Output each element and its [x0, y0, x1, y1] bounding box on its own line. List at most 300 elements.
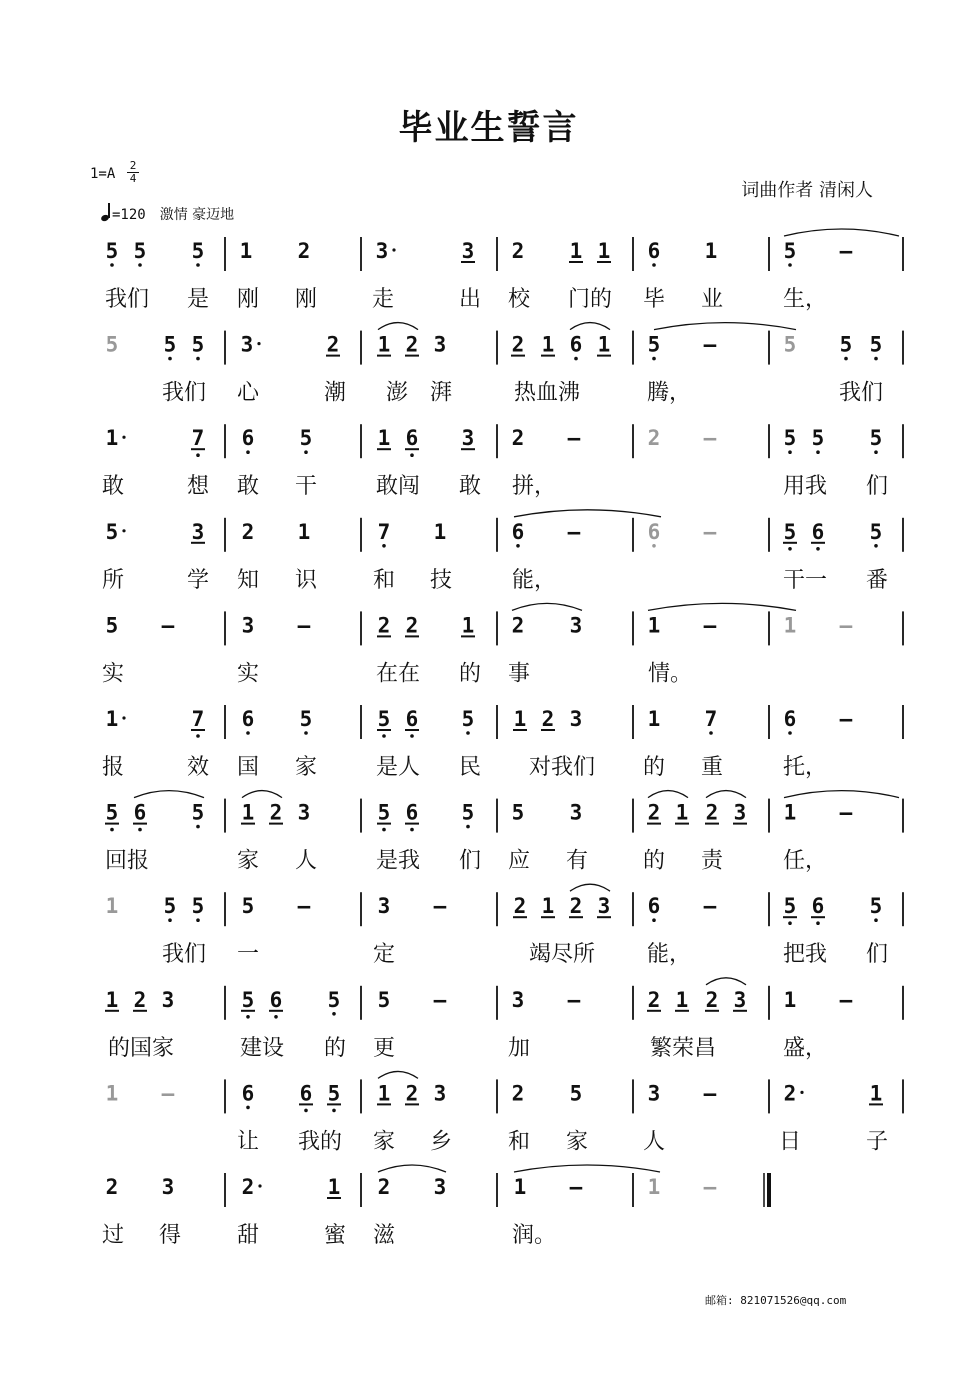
lyric: 腾， [646, 380, 692, 406]
low-octave-dot [788, 547, 792, 551]
lyric: 家 [294, 755, 318, 780]
tie-slur [648, 603, 796, 610]
note: 6 [647, 239, 661, 263]
lyric: 敢 [458, 474, 482, 500]
lyric: 我们 [104, 287, 150, 312]
note: 1 [513, 707, 527, 731]
note: 5 [241, 987, 255, 1012]
lyric: 责 [700, 848, 724, 874]
low-octave-dot [874, 357, 878, 361]
augmentation-dot [800, 1091, 803, 1094]
note: – [567, 519, 581, 544]
lyric: 报 [101, 755, 125, 780]
note: 3 [375, 239, 389, 263]
lyric: 家 [236, 848, 260, 874]
low-octave-dot [138, 263, 142, 267]
note: 5 [105, 613, 119, 638]
note: 3 [240, 332, 254, 357]
note: – [703, 519, 717, 544]
note: – [433, 894, 447, 919]
augmentation-dot [122, 436, 125, 439]
tie-slur [514, 1165, 660, 1172]
note: – [297, 894, 311, 919]
note: – [433, 987, 447, 1012]
note: 5 [869, 426, 883, 451]
lyric: 潮 [323, 380, 347, 406]
lyric: 日 [778, 1129, 802, 1155]
lyric: 实 [101, 661, 125, 687]
low-octave-dot [652, 263, 656, 267]
note: 2 [133, 987, 147, 1012]
lyric: 心 [236, 380, 260, 406]
note: 3 [161, 1175, 175, 1199]
low-octave-dot [304, 450, 308, 454]
low-octave-dot [274, 1015, 278, 1019]
note: 3 [569, 613, 583, 638]
note: 5 [241, 894, 255, 919]
augmentation-dot [392, 248, 395, 251]
tie-slur [134, 791, 204, 798]
lyric: 和 [372, 567, 396, 593]
low-octave-dot [788, 263, 792, 267]
lyric: 能， [511, 567, 557, 593]
lyric: 过 [101, 1223, 125, 1248]
lyric: 让 [236, 1129, 260, 1155]
note: 1 [541, 894, 555, 919]
note: 3 [433, 1175, 447, 1199]
low-octave-dot [110, 263, 114, 267]
tie-slur [242, 791, 282, 798]
lyric: 一 [236, 942, 260, 968]
note: 1 [105, 1081, 119, 1106]
low-octave-dot [196, 357, 200, 361]
tie-slur [706, 978, 746, 985]
note: 1 [377, 1081, 391, 1106]
lyric: 敢 [236, 474, 260, 500]
low-octave-dot [874, 544, 878, 548]
note: 5 [191, 894, 205, 919]
note: 2 [569, 894, 583, 919]
note: 2 [269, 800, 283, 825]
low-octave-dot [816, 921, 820, 925]
lyric: 任， [782, 848, 828, 874]
tie-slur [784, 229, 899, 236]
lyric: 是人 [375, 755, 421, 780]
note: 1 [433, 519, 447, 544]
note: – [569, 1175, 583, 1199]
low-octave-dot [196, 734, 200, 738]
note: 2 [705, 987, 719, 1012]
low-octave-dot [382, 734, 386, 738]
note: 2 [405, 1081, 419, 1106]
note: – [839, 613, 853, 638]
note: 1 [783, 800, 797, 825]
low-octave-dot [138, 828, 142, 832]
low-octave-dot [410, 734, 414, 738]
lyric: 乡 [429, 1129, 453, 1155]
note: 3 [461, 426, 475, 451]
note: 2 [705, 800, 719, 825]
lyric: 出 [458, 287, 482, 312]
low-octave-dot [246, 450, 250, 454]
note: 5 [327, 987, 341, 1012]
low-octave-dot [788, 921, 792, 925]
note: 2 [511, 426, 525, 451]
lyric: 的国家 [107, 1035, 175, 1061]
note: 7 [191, 426, 205, 451]
note: 5 [647, 332, 661, 357]
note: 2 [647, 426, 661, 451]
note: 1 [704, 239, 718, 263]
lyric: 用我 [782, 474, 828, 500]
note: 1 [105, 426, 119, 451]
lyric: 毕 [642, 287, 666, 312]
note: 5 [461, 800, 475, 825]
note: 5 [299, 707, 313, 731]
note: 5 [783, 239, 797, 263]
note: 2 [241, 519, 255, 544]
low-octave-dot [652, 544, 656, 548]
note: 2 [297, 239, 311, 263]
lyric: 蜜 [323, 1223, 347, 1248]
tie-slur [512, 603, 582, 610]
note: 5 [783, 332, 797, 357]
note: 2 [541, 707, 555, 731]
lyric: 所 [101, 567, 125, 593]
note: 5 [133, 239, 147, 263]
note: 2 [105, 1175, 119, 1199]
note: 5 [163, 332, 177, 357]
note: 6 [241, 426, 255, 451]
note: – [703, 1081, 717, 1106]
note: 5 [105, 519, 119, 544]
note: 1 [783, 613, 797, 638]
note: 5 [811, 426, 825, 451]
tie-slur [378, 1071, 418, 1078]
note: 5 [783, 894, 797, 919]
lyric: 盛， [782, 1035, 828, 1061]
note: 3 [569, 707, 583, 731]
lyric: 番 [865, 567, 889, 593]
lyric: 应 [507, 848, 531, 874]
lyric: 我们 [161, 380, 207, 406]
tie-slur [648, 791, 688, 798]
tie-slur [570, 884, 610, 891]
note: 2 [377, 613, 391, 638]
lyric: 托， [782, 755, 828, 780]
note: 5 [327, 1081, 341, 1106]
note: – [567, 987, 581, 1012]
lyric: 我们 [161, 942, 207, 968]
low-octave-dot [516, 544, 520, 548]
note: 1 [783, 987, 797, 1012]
lyric: 知 [236, 567, 260, 593]
lyric: 子 [865, 1129, 889, 1155]
lyric: 实 [236, 661, 260, 687]
note: 6 [269, 987, 283, 1012]
note: 5 [105, 800, 119, 825]
note: 2 [241, 1175, 255, 1199]
note: 6 [569, 332, 583, 357]
note: 5 [105, 332, 119, 357]
note: 1 [541, 332, 555, 357]
augmentation-dot [122, 716, 125, 719]
low-octave-dot [874, 450, 878, 454]
low-octave-dot [382, 544, 386, 548]
lyric: 繁荣昌 [649, 1035, 717, 1061]
lyric: 是我 [375, 848, 421, 874]
lyric: 刚 [294, 287, 318, 312]
lyric: 定 [372, 942, 396, 968]
lyric: 敢 [101, 474, 125, 500]
tie-slur [378, 1165, 446, 1172]
lyric: 拼， [511, 474, 557, 500]
low-octave-dot [652, 357, 656, 361]
low-octave-dot [246, 1106, 250, 1110]
note: 1 [461, 613, 475, 638]
note: 2 [326, 332, 340, 357]
note: 5 [869, 894, 883, 919]
tie-slur [706, 791, 746, 798]
note: 7 [377, 519, 391, 544]
lyric: 想 [186, 474, 210, 500]
note: 2 [511, 332, 525, 357]
note: 5 [839, 332, 853, 357]
note: 1 [647, 707, 661, 731]
note: 6 [241, 1081, 255, 1106]
lyric: 事 [507, 661, 531, 687]
note: 2 [405, 613, 419, 638]
note: 6 [133, 800, 147, 825]
tie-slur [784, 791, 899, 798]
note: 6 [511, 519, 525, 544]
lyric: 敢闯 [375, 474, 421, 500]
lyric: 和 [507, 1129, 531, 1155]
note: – [703, 894, 717, 919]
note: 1 [675, 987, 689, 1012]
contact-email: 邮箱: 821071526@qq.com [705, 1294, 847, 1307]
note: 1 [377, 426, 391, 451]
note: 3 [461, 239, 475, 263]
composer-credit: 词曲作者 清闲人 [741, 180, 873, 201]
low-octave-dot [168, 918, 172, 922]
lyric: 得 [158, 1223, 182, 1248]
note: 6 [241, 707, 255, 731]
note: 5 [569, 1081, 583, 1106]
note: 5 [163, 894, 177, 919]
lyric: 滋 [372, 1223, 396, 1248]
low-octave-dot [110, 828, 114, 832]
note: 3 [433, 1081, 447, 1106]
note: 5 [377, 707, 391, 731]
low-octave-dot [709, 731, 713, 735]
low-octave-dot [196, 918, 200, 922]
lyric: 有 [565, 848, 589, 874]
note: 2 [511, 613, 525, 638]
lyric: 识 [294, 567, 318, 593]
note: 3 [733, 800, 747, 825]
note: 1 [597, 239, 611, 263]
note: 3 [297, 800, 311, 825]
low-octave-dot [816, 547, 820, 551]
note: 6 [647, 894, 661, 919]
note: – [297, 613, 311, 638]
augmentation-dot [258, 1184, 261, 1187]
note: 1 [105, 987, 119, 1012]
lyric: 家 [565, 1129, 589, 1155]
key-signature: 1=A [90, 166, 116, 182]
note: 6 [647, 519, 661, 544]
lyric: 把我 [782, 942, 828, 968]
note: 5 [105, 239, 119, 263]
note: 3 [733, 987, 747, 1012]
note: 7 [704, 707, 718, 731]
lyric: 国 [236, 755, 260, 780]
lyric: 人 [642, 1129, 666, 1155]
note: 1 [105, 894, 119, 919]
tie-slur [378, 323, 418, 330]
lyric: 竭尽所 [528, 942, 596, 968]
low-octave-dot [410, 828, 414, 832]
lyric: 澎 [385, 380, 409, 406]
low-octave-dot [196, 263, 200, 267]
lyric: 干一 [782, 567, 828, 593]
note: 1 [239, 239, 253, 263]
note: 5 [783, 426, 797, 451]
low-octave-dot [332, 1012, 336, 1016]
note: 1 [241, 800, 255, 825]
note: – [839, 707, 853, 731]
expression-text: 激情 豪迈地 [159, 207, 235, 223]
low-octave-dot [196, 453, 200, 457]
lyric: 湃 [429, 380, 453, 406]
note: 1 [569, 239, 583, 263]
lyric: 是 [186, 287, 210, 312]
note: 3 [241, 613, 255, 638]
lyric: 人 [294, 848, 318, 874]
note: 5 [511, 800, 525, 825]
low-octave-dot [196, 825, 200, 829]
lyric: 门的 [567, 287, 613, 312]
lyric: 在在 [375, 661, 421, 687]
note: 2 [513, 894, 527, 919]
lyric: 干 [294, 474, 318, 500]
low-octave-dot [382, 828, 386, 832]
note: – [567, 426, 581, 451]
note: 6 [405, 707, 419, 731]
lyric: 润。 [511, 1223, 557, 1248]
low-octave-dot [874, 918, 878, 922]
lyric: 甜 [236, 1223, 260, 1248]
lyric: 技 [429, 567, 453, 593]
note: 3 [161, 987, 175, 1012]
lyric: 刚 [236, 287, 260, 312]
note: 1 [377, 332, 391, 357]
lyric: 学 [186, 567, 210, 593]
augmentation-dot [257, 342, 260, 345]
lyric: 的 [458, 661, 482, 687]
note: 1 [297, 519, 311, 544]
tempo-value: =120 [112, 207, 146, 223]
low-octave-dot [466, 825, 470, 829]
note: 3 [647, 1081, 661, 1106]
tie-slur [654, 323, 796, 330]
lyric: 回报 [104, 848, 150, 874]
time-numerator: 2 [129, 159, 137, 172]
note: 5 [377, 987, 391, 1012]
note: 7 [191, 707, 205, 731]
lyric: 的 [642, 755, 666, 780]
note: 3 [191, 519, 205, 544]
low-octave-dot [304, 731, 308, 735]
note: – [839, 239, 853, 263]
tie-slur [570, 323, 610, 330]
lyric: 生， [782, 287, 828, 312]
note: 1 [647, 613, 661, 638]
note: 3 [569, 800, 583, 825]
low-octave-dot [788, 731, 792, 735]
low-octave-dot [304, 1109, 308, 1113]
note: 2 [405, 332, 419, 357]
note: 1 [327, 1175, 341, 1199]
note: – [161, 1081, 175, 1106]
lyric: 家 [372, 1129, 396, 1155]
low-octave-dot [246, 1015, 250, 1019]
note: 5 [191, 800, 205, 825]
lyric: 的 [323, 1035, 347, 1061]
note: – [839, 800, 853, 825]
note: 1 [647, 1175, 661, 1199]
low-octave-dot [168, 357, 172, 361]
note: 5 [461, 707, 475, 731]
note: 5 [377, 800, 391, 825]
lyric: 热血沸 [513, 380, 581, 406]
low-octave-dot [246, 731, 250, 735]
note: 2 [647, 987, 661, 1012]
note: 2 [647, 800, 661, 825]
note: – [703, 613, 717, 638]
note: – [703, 426, 717, 451]
note: – [161, 613, 175, 638]
note: 3 [377, 894, 391, 919]
augmentation-dot [122, 529, 125, 532]
note: 3 [597, 894, 611, 919]
low-octave-dot [844, 357, 848, 361]
tie-slur [514, 510, 661, 517]
note: 2 [783, 1081, 797, 1106]
lyric: 能， [646, 942, 692, 968]
note: 1 [675, 800, 689, 825]
time-denominator: 4 [129, 172, 137, 185]
low-octave-dot [574, 357, 578, 361]
lyric: 情。 [647, 661, 693, 687]
note: 2 [377, 1175, 391, 1199]
lyric: 们 [458, 848, 482, 874]
note: 5 [783, 519, 797, 544]
low-octave-dot [788, 450, 792, 454]
note: 6 [783, 707, 797, 731]
lyric: 建设 [239, 1035, 285, 1061]
note: 5 [191, 332, 205, 357]
note: 6 [405, 426, 419, 451]
note: – [703, 1175, 717, 1199]
low-octave-dot [466, 731, 470, 735]
low-octave-dot [410, 453, 414, 457]
note: 1 [869, 1081, 883, 1106]
note: 5 [299, 426, 313, 451]
lyric: 我们 [838, 380, 884, 406]
note: 5 [869, 332, 883, 357]
